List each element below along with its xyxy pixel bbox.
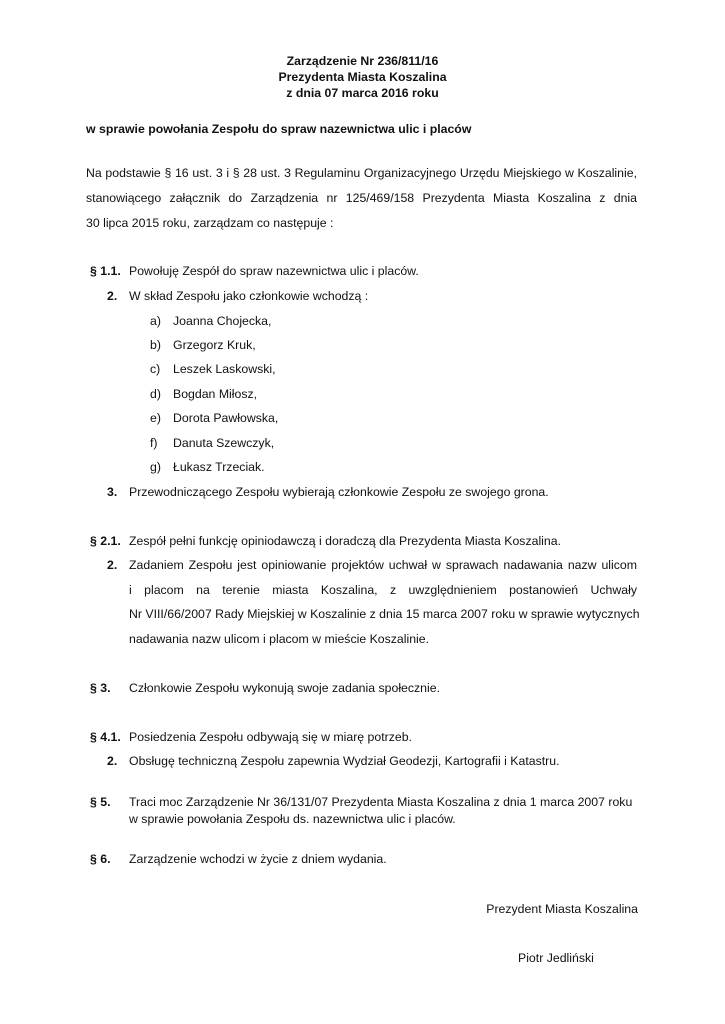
order-date: z dnia 07 marca 2016 roku xyxy=(286,86,439,100)
section-6-label: § 6. xyxy=(90,852,111,866)
member-name: Danuta Szewczyk, xyxy=(173,436,275,450)
section-5-line-2: w sprawie powołania Zespołu ds. nazewnictwa ulic i placów. xyxy=(129,812,456,826)
section-2-2-line-4: nadawania nazw ulicom i placom w mieście Koszalinie. xyxy=(129,632,430,646)
member-letter: f) xyxy=(150,436,158,450)
signature-name: Piotr Jedliński xyxy=(518,951,594,965)
preamble-line-2: stanowiącego załącznik do Zarządzenia nr 125/469/158 Prezydenta Miasta Koszalina z dnia xyxy=(86,191,637,205)
member-letter: g) xyxy=(150,460,161,474)
section-1-1-text: Powołuję Zespół do spraw nazewnictwa ulic i placów. xyxy=(129,264,419,278)
section-4-1-label: § 4.1. xyxy=(90,730,121,744)
member-name: Łukasz Trzeciak. xyxy=(173,460,265,474)
member-name: Bogdan Miłosz, xyxy=(173,387,258,401)
section-5-line-1: Traci moc Zarządzenie Nr 36/131/07 Prezydenta Miasta Koszalina z dnia 1 marca 2007 roku xyxy=(129,795,633,809)
member-name: Joanna Chojecka, xyxy=(173,314,272,328)
section-2-1-label: § 2.1. xyxy=(90,534,121,548)
signature-title: Prezydent Miasta Koszalina xyxy=(486,902,638,916)
member-letter: d) xyxy=(150,387,161,401)
section-1-2-label: 2. xyxy=(107,289,118,303)
preamble-line-1: Na podstawie § 16 ust. 3 i § 28 ust. 3 Regulaminu Organizacyjnego Urzędu Miejskiego w Koszalinie, xyxy=(86,166,637,180)
subject: w sprawie powołania Zespołu do spraw nazewnictwa ulic i placów xyxy=(86,122,472,136)
section-1-3-label: 3. xyxy=(107,485,118,499)
member-letter: b) xyxy=(150,338,161,352)
section-3-label: § 3. xyxy=(90,681,111,695)
member-letter: c) xyxy=(150,362,161,376)
section-2-1-text: Zespół pełni funkcję opiniodawczą i doradczą dla Prezydenta Miasta Koszalina. xyxy=(129,534,562,548)
member-letter: a) xyxy=(150,314,161,328)
member-name: Grzegorz Kruk, xyxy=(173,338,256,352)
section-1-3-text: Przewodniczącego Zespołu wybierają członkowie Zespołu ze swojego grona. xyxy=(129,485,549,499)
member-letter: e) xyxy=(150,411,161,425)
preamble-line-3: 30 lipca 2015 roku, zarządzam co następuje : xyxy=(86,216,334,230)
order-number: Zarządzenie Nr 236/811/16 xyxy=(286,54,439,68)
section-2-2-line-1: Zadaniem Zespołu jest opiniowanie projektów uchwał w sprawach nadawania nazw ulicom xyxy=(129,558,637,572)
member-name: Leszek Laskowski, xyxy=(173,362,276,376)
section-1-1-label: § 1.1. xyxy=(90,264,121,278)
section-4-2-label: 2. xyxy=(107,754,118,768)
member-name: Dorota Pawłowska, xyxy=(173,411,279,425)
section-2-2-line-2: i placom na terenie miasta Koszalina, z uwzględnieniem postanowień Uchwały xyxy=(129,583,637,597)
section-3-text: Członkowie Zespołu wykonują swoje zadania społecznie. xyxy=(129,681,441,695)
section-2-2-label: 2. xyxy=(107,558,118,572)
section-5-label: § 5. xyxy=(90,795,111,809)
section-1-2-text: W skład Zespołu jako członkowie wchodzą : xyxy=(129,289,369,303)
section-6-text: Zarządzenie wchodzi w życie z dniem wydania. xyxy=(129,852,387,866)
section-2-2-line-3: Nr VIII/66/2007 Rady Miejskiej w Koszalinie z dnia 15 marca 2007 roku w sprawie wytycznych xyxy=(129,607,640,621)
section-4-2-text: Obsługę techniczną Zespołu zapewnia Wydział Geodezji, Kartografii i Katastru. xyxy=(129,754,560,768)
issuer: Prezydenta Miasta Koszalina xyxy=(278,70,447,84)
section-4-1-text: Posiedzenia Zespołu odbywają się w miarę potrzeb. xyxy=(129,730,412,744)
